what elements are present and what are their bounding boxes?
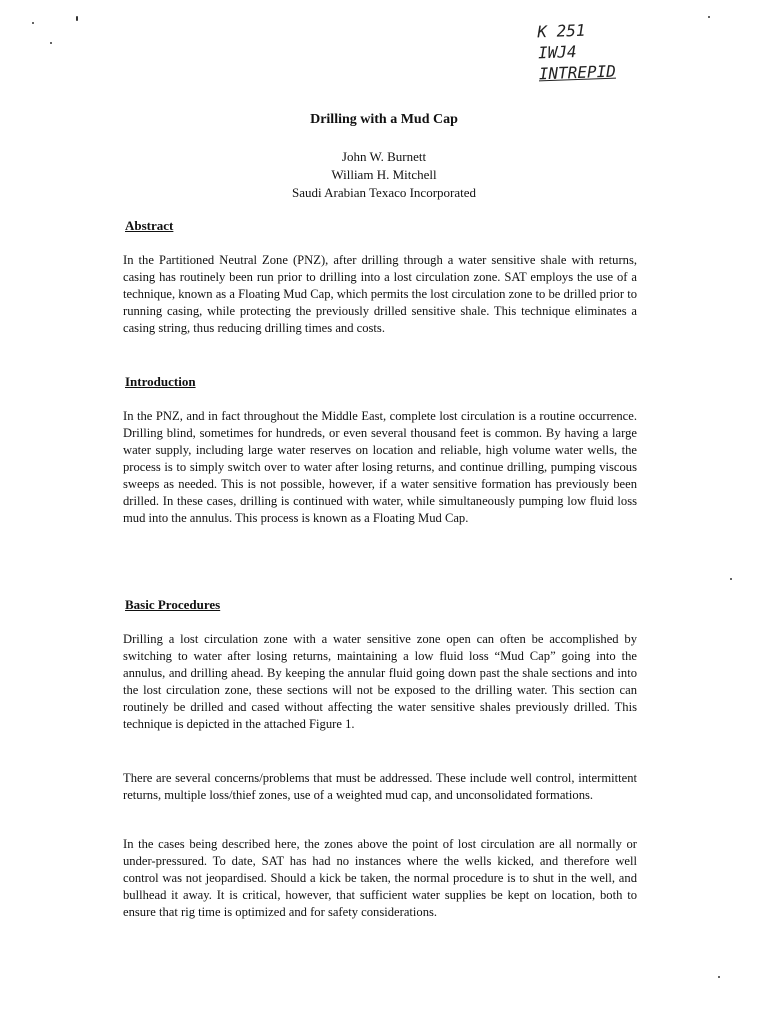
author-name: John W. Burnett (341, 149, 427, 164)
basic-procedures-paragraph: In the cases being described here, the zones above the point of lost circulation are all normally or under-pressured. To date, SAT has had no instances where the wells kicked, and therefore well control was not jeopardised. Should a kick be taken, the normal procedure is to shut in the well, and bullhead it away. It is critical, however, that sufficient water supplies be kept on location, both to ensure that rig time is optimized and for safety considerations. (123, 837, 637, 919)
scan-speck (730, 578, 732, 580)
document-title: Drilling with a Mud Cap (310, 112, 458, 127)
basic-procedures-paragraph: Drilling a lost circulation zone with a water sensitive zone open can often be accomplished by switching to water after losing returns, maintaining a low fluid loss “Mud Cap” going into the annulus, and drilling ahead. By keeping the annular fluid going down past the shale sections and into the lost circulation zone, these sections will not be exposed to the drilling water. This section can routinely be drilled and cased without affecting the water sensitive shales previously drilled. This technique is depicted in the attached Figure 1. (123, 632, 637, 731)
introduction-paragraph: In the PNZ, and in fact throughout the Middle East, complete lost circulation is a routine occurrence. Drilling blind, sometimes for hundreds, or even several thousand feet is common. By having a large water supply, including large water reserves on location and reliable, high volume water wells, the process is to simply switch over to water after losing returns, and continue drilling, pumping viscous sweeps as needed. This is not possible, however, if a water sensitive formation has previously been drilled. In these cases, drilling is continued with water, while simultaneously pumping low fluid loss mud into the annulus. This process is known as a Floating Mud Cap. (123, 409, 637, 525)
author-block (0, 148, 768, 202)
author-affiliation: Saudi Arabian Texaco Incorporated (291, 185, 477, 200)
abstract-paragraph: In the Partitioned Neutral Zone (PNZ), after drilling through a water sensitive shale with returns, casing has routinely been run prior to drilling into a lost circulation zone. SAT employs the use of a technique, known as a Floating Mud Cap, which permits the lost circulation zone to be drilled prior to running casing, while protecting the previously drilled sensitive shale. This technique eliminates a casing string, thus reducing drilling times and costs. (123, 253, 637, 335)
section-heading-abstract: Abstract (125, 218, 174, 233)
handwritten-annotation (537, 19, 616, 85)
scan-speck (32, 22, 34, 24)
scan-speck (50, 42, 52, 44)
author-name: William H. Mitchell (331, 167, 437, 182)
scan-speck (76, 16, 78, 21)
scan-speck (718, 976, 720, 978)
handwritten-line: INTREPID (538, 61, 617, 84)
section-heading-basic-procedures: Basic Procedures (125, 597, 221, 612)
handwritten-line: IWJ4 (537, 42, 577, 63)
basic-procedures-paragraph: There are several concerns/problems that must be addressed. These include well control, intermittent returns, multiple loss/thief zones, use of a weighted mud cap, and unconsolidated formations. (123, 771, 637, 802)
section-heading-introduction: Introduction (125, 374, 196, 389)
scan-speck (708, 16, 710, 18)
handwritten-line: K 251 (536, 20, 586, 42)
